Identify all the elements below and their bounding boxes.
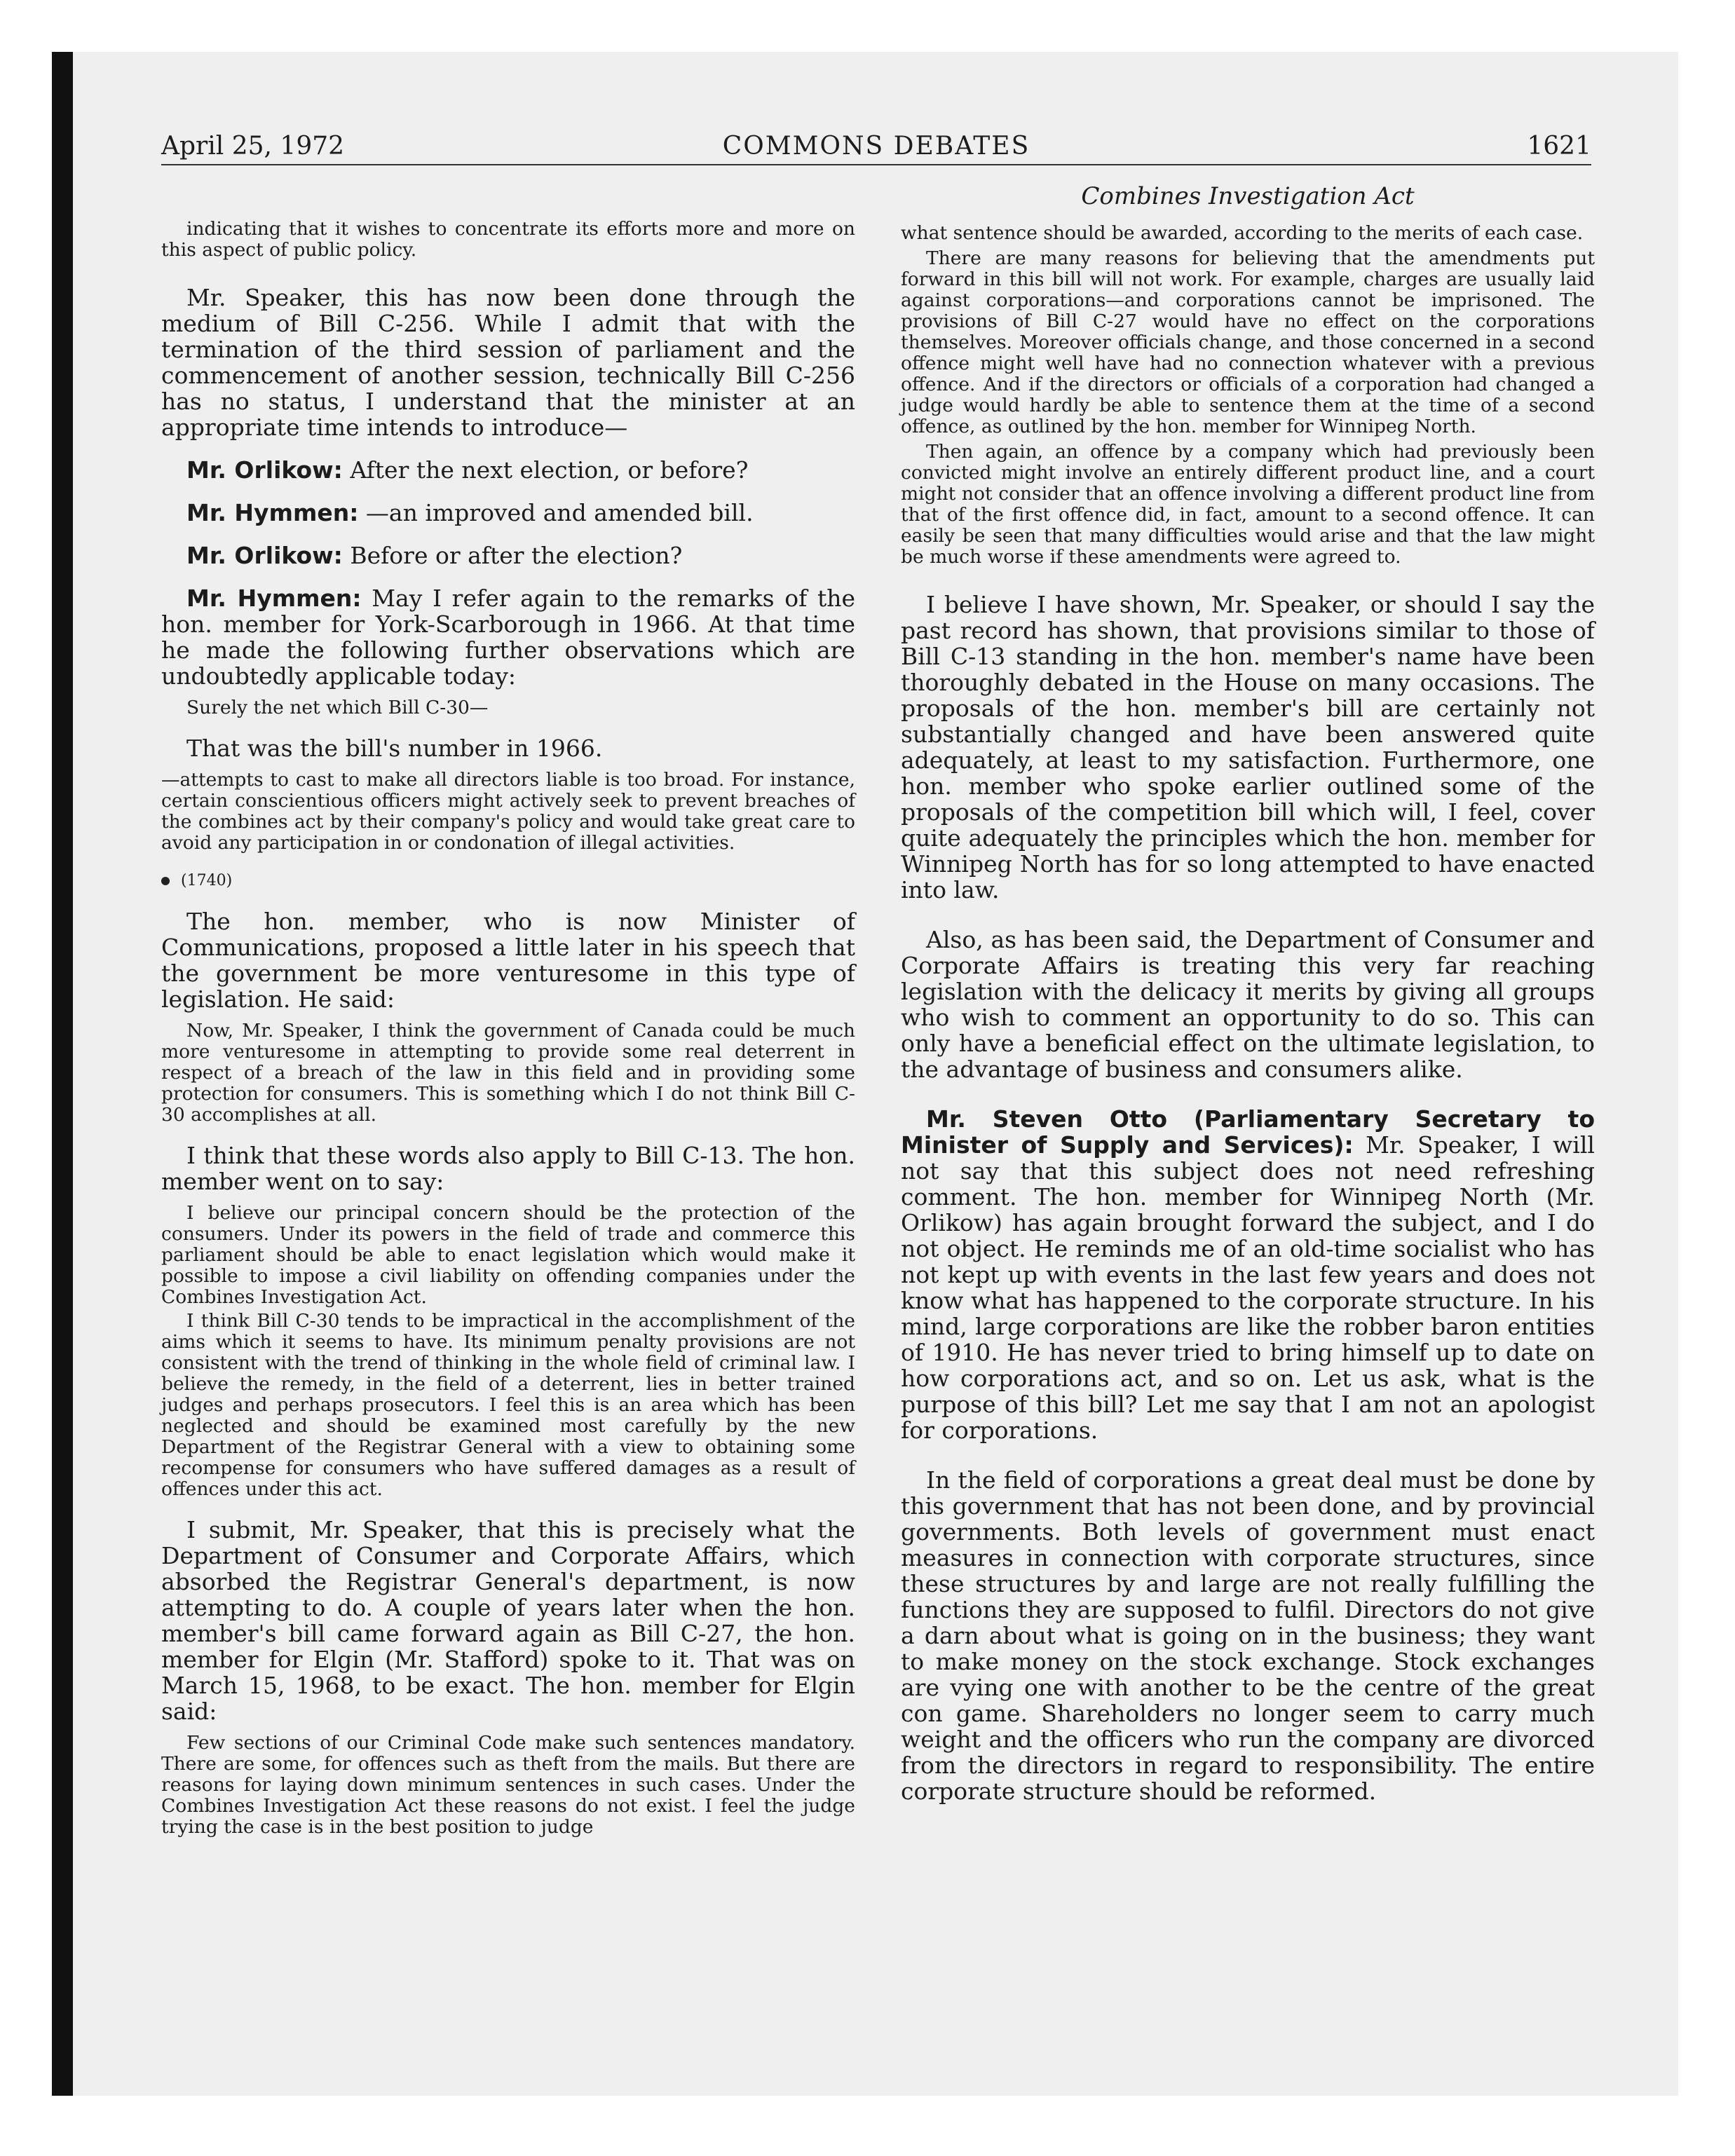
quote-paragraph: Now, Mr. Speaker, I think the government of Canada could be much more venturesome in attempting to provide some real deterrent in respect of a breach of the law in this field and in providing some protection for consumers. This is something which I do not think Bill C-30 accomplishes at all. [161, 1020, 855, 1126]
time-marker-text: (1740) [181, 872, 233, 889]
speech-paragraph: The hon. member, who is now Minister of Communications, proposed a little later in his speech that the government be more venturesome in this type of legislation. He said: [161, 908, 855, 1013]
quote-paragraph: Few sections of our Criminal Code make such sentences mandatory. There are some, for offences such as theft from the mails. But there are reasons for laying down minimum sentences in such cases. Under the Combines Investigation Act these reasons do not exist. I feel the judge trying the case is in the best position to judge [161, 1732, 855, 1838]
speech-text: After the next election, or before? [350, 456, 749, 484]
quote-paragraph: Then again, an offence by a company which had previously been convicted might involve an entirely different product line, and a court might not consider that an offence involving a different product line from that of the first offence did, in fact, amount to a second offence. It can easily be seen that many difficulties would arise and that the law might be much worse if these amendments were agreed to. [901, 441, 1595, 568]
speech-paragraph [161, 457, 855, 483]
speech-text: —an improved and amended bill. [365, 499, 754, 526]
page-header [161, 130, 1591, 165]
speaker-name: Mr. Hymmen: [186, 585, 362, 612]
quote-paragraph: I think Bill C-30 tends to be impractical in the accomplishment of the aims which it seems to have. Its minimum penalty provisions are not consistent with the trend of thinking in the whole field of criminal law. I believe the remedy, in the field of a deterrent, lies in better trained judges and perhaps prosecutors. I feel this is an area which has been neglected and should be examined most carefully by the new Department of the Registrar General with a view to obtaining some recompense for consumers who have suffered damages as a result of offences under this act. [161, 1310, 855, 1500]
speech-paragraph: Mr. Speaker, this has now been done through the medium of Bill C-256. While I admit that with the termination of the third session of parliament and the commencement of another session, technically Bill C-256 has no status, I understand that the minister at an appropriate time intends to introduce— [161, 284, 855, 441]
speaker-name: Mr. Hymmen: [186, 499, 359, 526]
scan-edge-bar [52, 52, 73, 2096]
speech-text: Mr. Speaker, I will not say that this subject does not need refreshing comment. The hon. member for Winnipeg North (Mr. Orlikow) has again brought forward the subject, and I do not object. He reminds me of an old-time socialist who has not kept up with events in the last few years and does not know what has happened to the corporate structure. In his mind, large corporations are like the robber baron entities of 1910. He has never tried to bring himself up to date on how corporations act, and so on. Let us ask, what is the purpose of this bill? Let me say that I am not an apologist for corporations. [901, 1131, 1595, 1444]
time-marker [161, 871, 855, 892]
quote-paragraph: —attempts to cast to make all directors liable is too broad. For instance, certain conscientious officers might actively seek to prevent breaches of the combines act by their company's policy and would take great care to avoid any participation in or condonation of illegal activities. [161, 769, 855, 854]
header-title: COMMONS DEBATES [722, 132, 1030, 161]
section-title: Combines Investigation Act [1081, 182, 1415, 210]
speech-paragraph [161, 585, 855, 689]
speech-paragraph: In the field of corporations a great deal must be done by this government that has not been done, and by provincial governments. Both levels of government must enact measures in connection with corporate structures, since these structures by and large are not really fulfilling the functions they are supposed to fulfil. Directors do not give a darn about what is going on in the business; they want to make money on the stock exchange. Stock exchanges are vying one with another to be the centre of the great con game. Shareholders no longer seem to carry much weight and the officers who run the company are divorced from the directors in regard to responsibility. The entire corporate structure should be reformed. [901, 1466, 1595, 1805]
speech-paragraph: Also, as has been said, the Department of Consumer and Corporate Affairs is treating this very far reaching legislation with the delicacy it merits by giving all groups who wish to comment an opportunity to do so. This can only have a beneficial effect on the ultimate legislation, to the advantage of business and consumers alike. [901, 926, 1595, 1083]
speaker-name: Mr. Orlikow: [186, 456, 343, 484]
quote-paragraph: what sentence should be awarded, according to the merits of each case. [901, 222, 1584, 244]
quote-paragraph: There are many reasons for believing that the amendments put forward in this bill will not work. For example, charges are usually laid against corporations—and corporations cannot be imprisoned. The provisions of Bill C-27 would have no effect on the corporations themselves. Moreover officials change, and those concerned in a second offence might well have had no connection whatever with a previous offence. And if the directors or officials of a corporation had changed a judge would hardly be able to sentence them at the time of a second offence, as outlined by the hon. member for Winnipeg North. [901, 247, 1595, 437]
left-column [161, 219, 855, 1838]
bullet-icon [161, 877, 170, 885]
speech-paragraph [901, 1106, 1595, 1443]
speaker-name: Mr. Steven Otto (Parliamentary Secretary to Minister of Supply and Services): [901, 1105, 1595, 1159]
quote-paragraph: indicating that it wishes to concentrate its efforts more and more on this aspect of public policy. [161, 218, 855, 261]
speech-text: May I refer again to the remarks of the hon. member for York-Scarborough in 1966. At that time he made the following further observations which are undoubtedly applicable today: [161, 585, 855, 690]
speech-paragraph [161, 543, 855, 568]
speech-paragraph: That was the bill's number in 1966. [186, 735, 603, 762]
speaker-name: Mr. Orlikow: [186, 542, 343, 569]
right-column [901, 223, 1595, 1804]
quote-line: Surely the net which Bill C-30— [186, 697, 489, 718]
quote-paragraph: I believe our principal concern should be the protection of the consumers. Under its powers in the field of trade and commerce this parliament should be able to enact legislation which would make it possible to impose a civil liability on offending companies under the Combines Investigation Act. [161, 1202, 855, 1308]
speech-paragraph [161, 500, 855, 526]
speech-paragraph: I believe I have shown, Mr. Speaker, or should I say the past record has shown, that provisions similar to those of Bill C-13 standing in the hon. member's name have been thoroughly debated in the House on many occasions. The proposals of the hon. member's bill are certainly not substantially changed and have been answered quite adequately, at least to my satisfaction. Furthermore, one hon. member who spoke earlier outlined some of the proposals of the competition bill which will, I feel, cover quite adequately the principles which the hon. member for Winnipeg North has for so long attempted to have enacted into law. [901, 591, 1595, 903]
speech-paragraph: I think that these words also apply to Bill C-13. The hon. member went on to say: [161, 1142, 855, 1195]
header-page-number: 1621 [1527, 132, 1591, 161]
speech-text: Before or after the election? [350, 542, 683, 569]
speech-paragraph: I submit, Mr. Speaker, that this is precisely what the Department of Consumer and Corporate Affairs, which absorbed the Registrar General's department, is now attempting to do. A couple of years later when the hon. member's bill came forward again as Bill C-27, the hon. member for Elgin (Mr. Stafford) spoke to it. That was on March 15, 1968, to be exact. The hon. member for Elgin said: [161, 1516, 855, 1725]
header-date: April 25, 1972 [161, 132, 345, 161]
